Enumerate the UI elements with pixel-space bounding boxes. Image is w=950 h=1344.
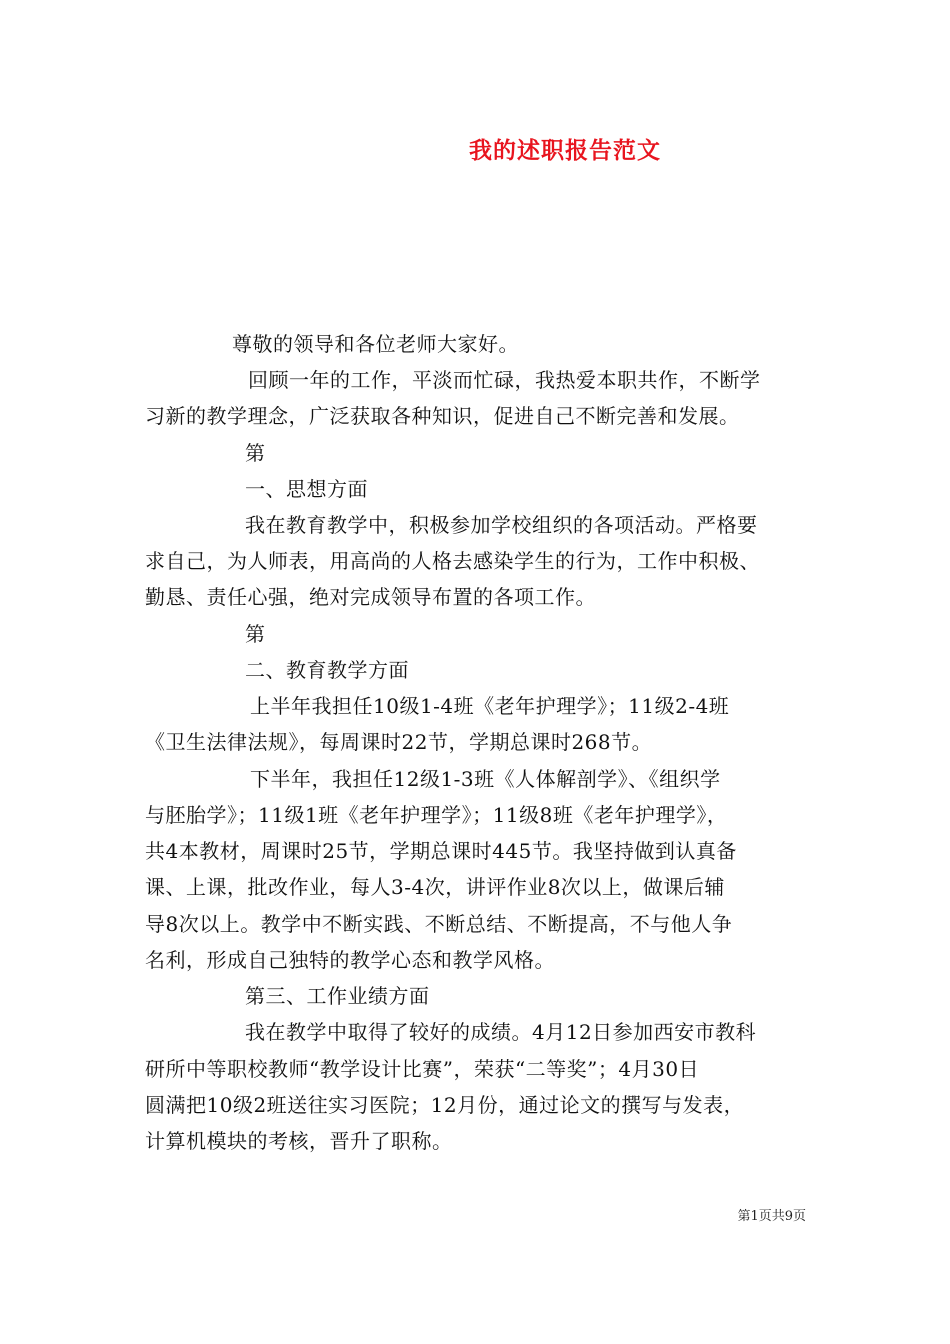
text-line: 计算机模块的考核，晋升了职称。 (145, 1129, 453, 1153)
text-line: 《卫生法律法规》，每周课时22节，学期总课时268节。 (145, 730, 653, 754)
text-line: 课、上课，批改作业，每人3-4次，讲评作业8次以上，做课后辅 (145, 875, 725, 899)
text-line: 下半年，我担任12级1-3班《人体解剖学》、《组织学 (250, 767, 721, 791)
document-title: 我的述职报告范文 (469, 137, 661, 164)
text-line: 我在教学中取得了较好的成绩。4月12日参加西安市教科 (245, 1020, 757, 1044)
text-line: 我在教育教学中，积极参加学校组织的各项活动。严格要 (245, 513, 758, 537)
text-line: 圆满把10级2班送往实习医院；12月份，通过论文的撰写与发表， (145, 1093, 745, 1117)
text-line: 名利，形成自己独特的教学心态和教学风格。 (145, 948, 555, 972)
section-heading: 二、教育教学方面 (245, 658, 409, 682)
text-line: 研所中等职校教师“教学设计比赛”，荣获“二等奖”；4月30日 (145, 1057, 700, 1081)
section-heading: 一、思想方面 (245, 477, 368, 501)
text-line: 回顾一年的工作，平淡而忙碌，我热爱本职共作，不断学 (248, 368, 761, 392)
text-line: 求自己，为人师表，用高尚的人格去感染学生的行为，工作中积极、 (145, 549, 760, 573)
text-line: 第 (245, 622, 266, 646)
text-line: 上半年我担任10级1-4班《老年护理学》；11级2-4班 (250, 694, 730, 718)
text-line: 与胚胎学》；11级1班《老年护理学》；11级8班《老年护理学》， (145, 803, 728, 827)
section-heading: 第三、工作业绩方面 (245, 984, 430, 1008)
text-line: 导8次以上。教学中不断实践、不断总结、不断提高，不与他人争 (145, 912, 733, 936)
text-line: 尊敬的领导和各位老师大家好。 (232, 332, 519, 356)
text-line: 第 (245, 441, 266, 465)
text-line: 共4本教材，周课时25节，学期总课时445节。我坚持做到认真备 (145, 839, 737, 863)
text-line: 习新的教学理念，广泛获取各种知识，促进自己不断完善和发展。 (145, 404, 740, 428)
page-number: 第1页共9页 (737, 1209, 806, 1224)
text-line: 勤恳、责任心强，绝对完成领导布置的各项工作。 (145, 585, 596, 609)
